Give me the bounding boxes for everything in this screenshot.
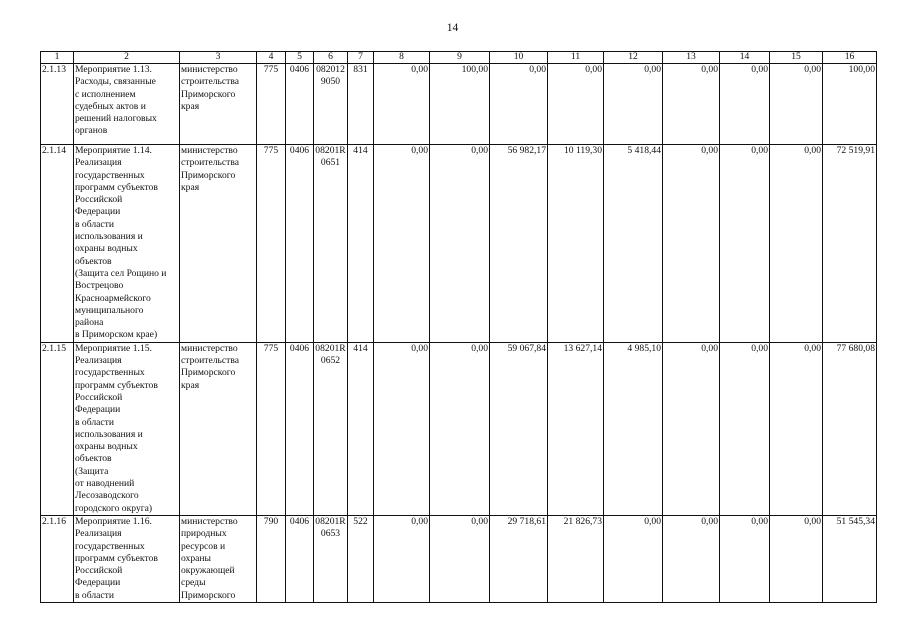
amount-col-13: 0,00 bbox=[663, 64, 720, 145]
column-header: 10 bbox=[490, 52, 548, 64]
column-header: 7 bbox=[348, 52, 374, 64]
amount-col-11: 0,00 bbox=[548, 64, 604, 145]
amount-col-11: 21 826,73 bbox=[548, 515, 604, 602]
row-id: 2.1.15 bbox=[41, 342, 74, 515]
amount-total: 100,00 bbox=[823, 64, 877, 145]
grbs-code: 790 bbox=[257, 515, 286, 602]
amount-col-10: 29 718,61 bbox=[490, 515, 548, 602]
table-row bbox=[41, 64, 877, 145]
activity-name: Мероприятие 1.14. Реализация государственных программ субъектов Российской Федерации в области использования и охраны водных объектов (Защита сел Рощино и Вострецово Красноармейского муниципального района в Приморском крае) bbox=[74, 145, 180, 343]
executor: министерство строительства Приморского края bbox=[180, 342, 257, 515]
table-row bbox=[41, 342, 877, 515]
amount-col-12: 5 418,44 bbox=[604, 145, 663, 343]
amount-col-15: 0,00 bbox=[770, 342, 823, 515]
amount-col-8: 0,00 bbox=[374, 515, 430, 602]
row-id: 2.1.16 bbox=[41, 515, 74, 602]
amount-col-13: 0,00 bbox=[663, 515, 720, 602]
amount-total: 51 545,34 bbox=[823, 515, 877, 602]
amount-col-9: 0,00 bbox=[430, 145, 490, 343]
column-header: 12 bbox=[604, 52, 663, 64]
grbs-code: 775 bbox=[257, 342, 286, 515]
amount-col-9: 0,00 bbox=[430, 515, 490, 602]
executor: министерство строительства Приморского края bbox=[180, 145, 257, 343]
column-header: 5 bbox=[286, 52, 314, 64]
expense-type-code: 414 bbox=[348, 145, 374, 343]
section-code: 0406 bbox=[286, 64, 314, 145]
amount-col-11: 13 627,14 bbox=[548, 342, 604, 515]
amount-col-14: 0,00 bbox=[720, 342, 770, 515]
target-article-code: 08201R0651 bbox=[314, 145, 348, 343]
column-header: 14 bbox=[720, 52, 770, 64]
column-header: 15 bbox=[770, 52, 823, 64]
column-number-header-row bbox=[41, 52, 877, 64]
table-row bbox=[41, 515, 877, 602]
amount-col-8: 0,00 bbox=[374, 64, 430, 145]
amount-total: 72 519,91 bbox=[823, 145, 877, 343]
amount-col-8: 0,00 bbox=[374, 145, 430, 343]
expense-type-code: 414 bbox=[348, 342, 374, 515]
grbs-code: 775 bbox=[257, 64, 286, 145]
amount-col-14: 0,00 bbox=[720, 515, 770, 602]
amount-col-12: 0,00 bbox=[604, 515, 663, 602]
amount-col-15: 0,00 bbox=[770, 145, 823, 343]
executor: министерство природных ресурсов и охраны окружающей среды Приморского bbox=[180, 515, 257, 602]
section-code: 0406 bbox=[286, 342, 314, 515]
amount-col-10: 59 067,84 bbox=[490, 342, 548, 515]
amount-col-10: 0,00 bbox=[490, 64, 548, 145]
amount-col-10: 56 982,17 bbox=[490, 145, 548, 343]
amount-col-14: 0,00 bbox=[720, 145, 770, 343]
target-article-code: 08201R0653 bbox=[314, 515, 348, 602]
expense-type-code: 522 bbox=[348, 515, 374, 602]
activity-name: Мероприятие 1.15. Реализация государственных программ субъектов Российской Федерации в области использования и охраны водных объектов (Защита от наводнений Лесозаводского городского округа) bbox=[74, 342, 180, 515]
row-id: 2.1.13 bbox=[41, 64, 74, 145]
amount-col-8: 0,00 bbox=[374, 342, 430, 515]
page-number: 14 bbox=[446, 22, 459, 34]
amount-col-15: 0,00 bbox=[770, 515, 823, 602]
activity-name: Мероприятие 1.13. Расходы, связанные с исполнением судебных актов и решений налоговых органов bbox=[74, 64, 180, 145]
amount-col-13: 0,00 bbox=[663, 145, 720, 343]
target-article-code: 0820129050 bbox=[314, 64, 348, 145]
section-code: 0406 bbox=[286, 145, 314, 343]
column-header: 6 bbox=[314, 52, 348, 64]
activity-name: Мероприятие 1.16. Реализация государственных программ субъектов Российской Федерации в области bbox=[74, 515, 180, 602]
column-header: 11 bbox=[548, 52, 604, 64]
row-id: 2.1.14 bbox=[41, 145, 74, 343]
column-header: 9 bbox=[430, 52, 490, 64]
column-header: 1 bbox=[41, 52, 74, 64]
budget-table bbox=[40, 51, 877, 603]
amount-total: 77 680,08 bbox=[823, 342, 877, 515]
executor: министерство строительства Приморского края bbox=[180, 64, 257, 145]
column-header: 8 bbox=[374, 52, 430, 64]
amount-col-9: 0,00 bbox=[430, 342, 490, 515]
amount-col-12: 0,00 bbox=[604, 64, 663, 145]
amount-col-14: 0,00 bbox=[720, 64, 770, 145]
amount-col-9: 100,00 bbox=[430, 64, 490, 145]
target-article-code: 08201R0652 bbox=[314, 342, 348, 515]
section-code: 0406 bbox=[286, 515, 314, 602]
grbs-code: 775 bbox=[257, 145, 286, 343]
amount-col-13: 0,00 bbox=[663, 342, 720, 515]
amount-col-12: 4 985,10 bbox=[604, 342, 663, 515]
column-header: 16 bbox=[823, 52, 877, 64]
column-header: 4 bbox=[257, 52, 286, 64]
column-header: 13 bbox=[663, 52, 720, 64]
column-header: 3 bbox=[180, 52, 257, 64]
table-row bbox=[41, 145, 877, 343]
column-header: 2 bbox=[74, 52, 180, 64]
amount-col-11: 10 119,30 bbox=[548, 145, 604, 343]
expense-type-code: 831 bbox=[348, 64, 374, 145]
amount-col-15: 0,00 bbox=[770, 64, 823, 145]
